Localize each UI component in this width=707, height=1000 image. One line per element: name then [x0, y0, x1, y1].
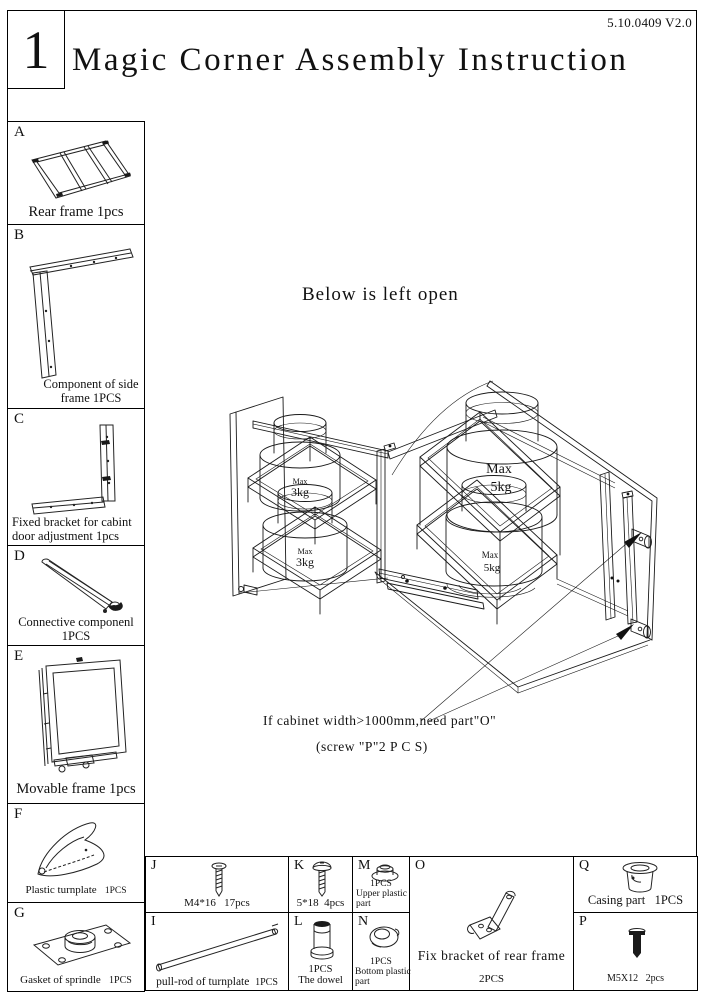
load-label-right-lower-max: Max	[481, 550, 499, 560]
hardware-caption-q: Casing part 1PCS	[587, 893, 684, 907]
note-cabinet-width: If cabinet width>1000mm,need part"O"	[263, 713, 497, 728]
part-box-b	[7, 224, 145, 409]
rear-frame-sketch	[16, 136, 140, 204]
plastic-turnplate-sketch	[16, 814, 140, 882]
part-box-f	[7, 803, 145, 903]
part-letter-b: B	[14, 227, 25, 243]
hardware-letter-l: L	[294, 914, 303, 929]
hardware-cell-n	[352, 912, 410, 991]
part-box-e	[7, 645, 145, 804]
part-caption-c: Fixed bracket for cabint door adjustment 1pcs	[12, 515, 132, 543]
part-letter-c: C	[14, 411, 25, 427]
hardware-caption-l: 1PCS The dowel	[298, 963, 343, 987]
part-letter-a: A	[14, 124, 25, 140]
hardware-caption-i: pull-rod of turnplate 1PCS	[156, 976, 278, 988]
hardware-caption-m: 1PCS Upper plastic part	[356, 879, 407, 910]
left-upper-basket	[248, 437, 376, 544]
hardware-letter-m: M	[358, 858, 371, 873]
part-caption-b: Component of side frame 1PCS	[43, 377, 139, 405]
hardware-letter-n: N	[358, 914, 369, 929]
hardware-caption-n: 1PCS Bottom plastic part	[355, 957, 411, 988]
load-label-right-upper-max: Max	[486, 462, 512, 477]
part-box-c	[7, 408, 145, 546]
screw-5x18-sketch	[307, 860, 337, 900]
hardware-cell-p	[573, 912, 698, 991]
side-frame-sketch	[16, 241, 140, 381]
hardware-letter-k: K	[294, 858, 305, 873]
rear-frame-post	[600, 472, 620, 620]
screw-m5x12-sketch	[622, 927, 652, 967]
document-version: 5.10.0409 V2.0	[607, 15, 692, 30]
hardware-cell-o	[409, 856, 574, 991]
arrow-lower	[616, 624, 634, 640]
pull-rod-sketch	[150, 921, 286, 973]
cabinet-floor	[375, 572, 650, 693]
hardware-cell-k	[288, 856, 353, 913]
sheet-number: 1	[22, 19, 50, 80]
cabinet-panel	[392, 381, 657, 640]
load-label-right-lower-val: 5kg	[483, 562, 501, 574]
left-lower-basket	[253, 507, 381, 614]
load-label-left-lower-max: Max	[297, 547, 313, 556]
hardware-letter-j: J	[151, 858, 157, 873]
fixed-bracket-sketch	[16, 421, 140, 516]
magic-corner-diagram	[145, 335, 702, 780]
page-title: Magic Corner Assembly Instruction	[72, 42, 629, 78]
part-caption-d: Connective componenl 1PCS	[18, 615, 134, 643]
part-box-d	[7, 545, 145, 646]
hardware-caption-o: Fix bracket of rear frame	[417, 948, 566, 963]
part-caption-a: Rear frame 1pcs	[28, 203, 124, 220]
sheet-number-box	[7, 10, 65, 89]
part-letter-d: D	[14, 548, 25, 564]
load-label-left-lower-val: 3kg	[296, 555, 314, 569]
center-post	[377, 443, 396, 583]
part-caption-g: Gasket of sprindle 1PCS	[20, 973, 132, 986]
note-left-open: Below is left open	[302, 284, 459, 305]
part-letter-g: G	[14, 905, 25, 921]
part-box-a	[7, 121, 145, 225]
hardware-cell-i	[145, 912, 289, 991]
load-label-left-upper-val: 3kg	[291, 485, 309, 499]
hardware-letter-q: Q	[579, 858, 590, 873]
hardware-caption-p: M5X12 2pcs	[607, 973, 664, 984]
hardware-qty-o: 2PCS	[478, 973, 505, 985]
mounting-rail	[622, 491, 652, 638]
load-label-left-upper-max: Max	[292, 477, 308, 486]
part-box-g	[7, 902, 145, 992]
part-letter-e: E	[14, 648, 24, 664]
fix-bracket-sketch	[460, 873, 530, 945]
hardware-cell-m	[352, 856, 410, 913]
part-letter-f: F	[14, 806, 23, 822]
bottom-plastic-part-sketch	[365, 921, 403, 955]
hardware-cell-j	[145, 856, 289, 913]
hardware-letter-i: I	[151, 914, 156, 929]
movable-frame-sketch	[16, 654, 140, 782]
screw-m4x16-sketch	[204, 861, 234, 899]
note-screw-p: (screw "P"2 P C S)	[316, 739, 428, 754]
right-lower-basket	[417, 480, 628, 624]
hardware-cell-q	[573, 856, 698, 913]
hardware-letter-p: P	[579, 914, 587, 929]
part-caption-f: Plastic turnplate 1PCS	[25, 884, 127, 897]
hardware-cell-l	[288, 912, 353, 991]
connective-component-sketch	[16, 554, 140, 618]
dowel-sketch	[305, 917, 339, 963]
hardware-letter-o: O	[415, 858, 426, 873]
gasket-sketch	[16, 911, 140, 973]
hardware-caption-k: 5*18 4pcs	[296, 897, 345, 909]
load-label-right-upper-val: 5kg	[490, 480, 512, 495]
part-caption-e: Movable frame 1pcs	[16, 780, 136, 797]
hardware-caption-j: M4*16 17pcs	[184, 897, 250, 909]
